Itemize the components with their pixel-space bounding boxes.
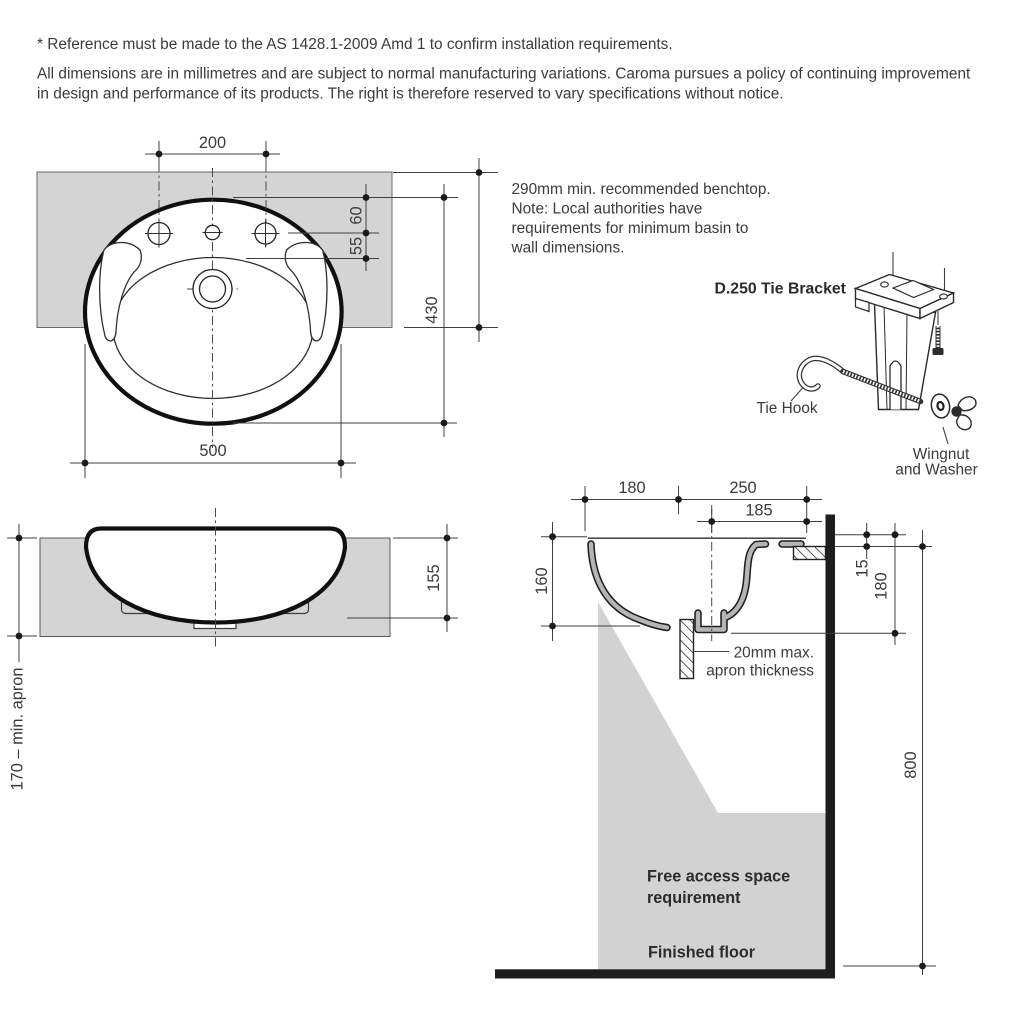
disclaimer-line-1: All dimensions are in millimetres and are subject to normal manufacturing variations. Caroma pursues a policy of continuing improvement <box>37 65 971 83</box>
front-view <box>7 508 458 791</box>
tie-bracket-section <box>794 547 826 560</box>
benchtop-note <box>511 181 771 257</box>
wingnut-label-line-2: and Washer <box>895 461 978 479</box>
tie-bracket-detail <box>715 252 978 479</box>
dim-155: 155 <box>425 564 444 592</box>
dim-185: 185 <box>745 501 773 520</box>
apron-callout-line-1: 20mm max. <box>733 644 814 662</box>
dim-60: 60 <box>347 206 366 225</box>
bracket-hole-left <box>881 282 889 287</box>
section-ceramic-core <box>591 544 801 630</box>
plan-view <box>37 134 498 478</box>
finished-floor-label: Finished floor <box>648 943 756 962</box>
apron-callout-line-2: apron thickness <box>706 662 814 680</box>
dim-160: 160 <box>533 567 552 595</box>
dim-15: 15 <box>853 559 872 578</box>
section-view <box>495 479 936 979</box>
dim-800: 800 <box>902 751 921 779</box>
screw-head <box>933 348 944 355</box>
tie-hook-label: Tie Hook <box>756 400 818 417</box>
benchtop-note-line-4: wall dimensions. <box>511 239 625 257</box>
tie-bracket-title: D.250 Tie Bracket <box>714 280 846 298</box>
dim-500: 500 <box>199 442 227 460</box>
bracket-slot <box>890 361 901 410</box>
wingnut-label-line-1: Wingnut <box>912 446 970 463</box>
dim-200: 200 <box>198 134 227 152</box>
apron-panel-section <box>680 620 694 679</box>
dim-430: 430 <box>423 296 442 324</box>
wingnut-centre <box>951 406 961 416</box>
benchtop-note-line-1: 290mm min. recommended benchtop. <box>511 181 771 198</box>
free-access-label-line-2: requirement <box>647 889 741 907</box>
disclaimer-line-2: in design and performance of its products. The right is therefore reserved to vary specifications without notice. <box>37 85 784 103</box>
dim-180-right: 180 <box>872 572 891 600</box>
dim-55: 55 <box>347 236 366 256</box>
wingnut-lower-wing <box>957 415 972 430</box>
benchtop-note-line-3: requirements for minimum basin to <box>511 220 749 237</box>
free-access-label-line-1: Free access space <box>647 867 791 886</box>
benchtop-note-line-2: Note: Local authorities have <box>511 200 703 218</box>
reference-note: * Reference must be made to the AS 1428.1-2009 Amd 1 to confirm installation requirements. <box>37 36 673 53</box>
bracket-hole-right <box>940 294 948 299</box>
header-notes <box>37 36 971 103</box>
wall <box>826 515 836 979</box>
dim-180-top: 180 <box>618 479 646 497</box>
dim-170-min-apron: 170 – min. apron <box>8 667 27 791</box>
dim-250: 250 <box>729 479 757 497</box>
finished-floor-line <box>495 969 835 978</box>
